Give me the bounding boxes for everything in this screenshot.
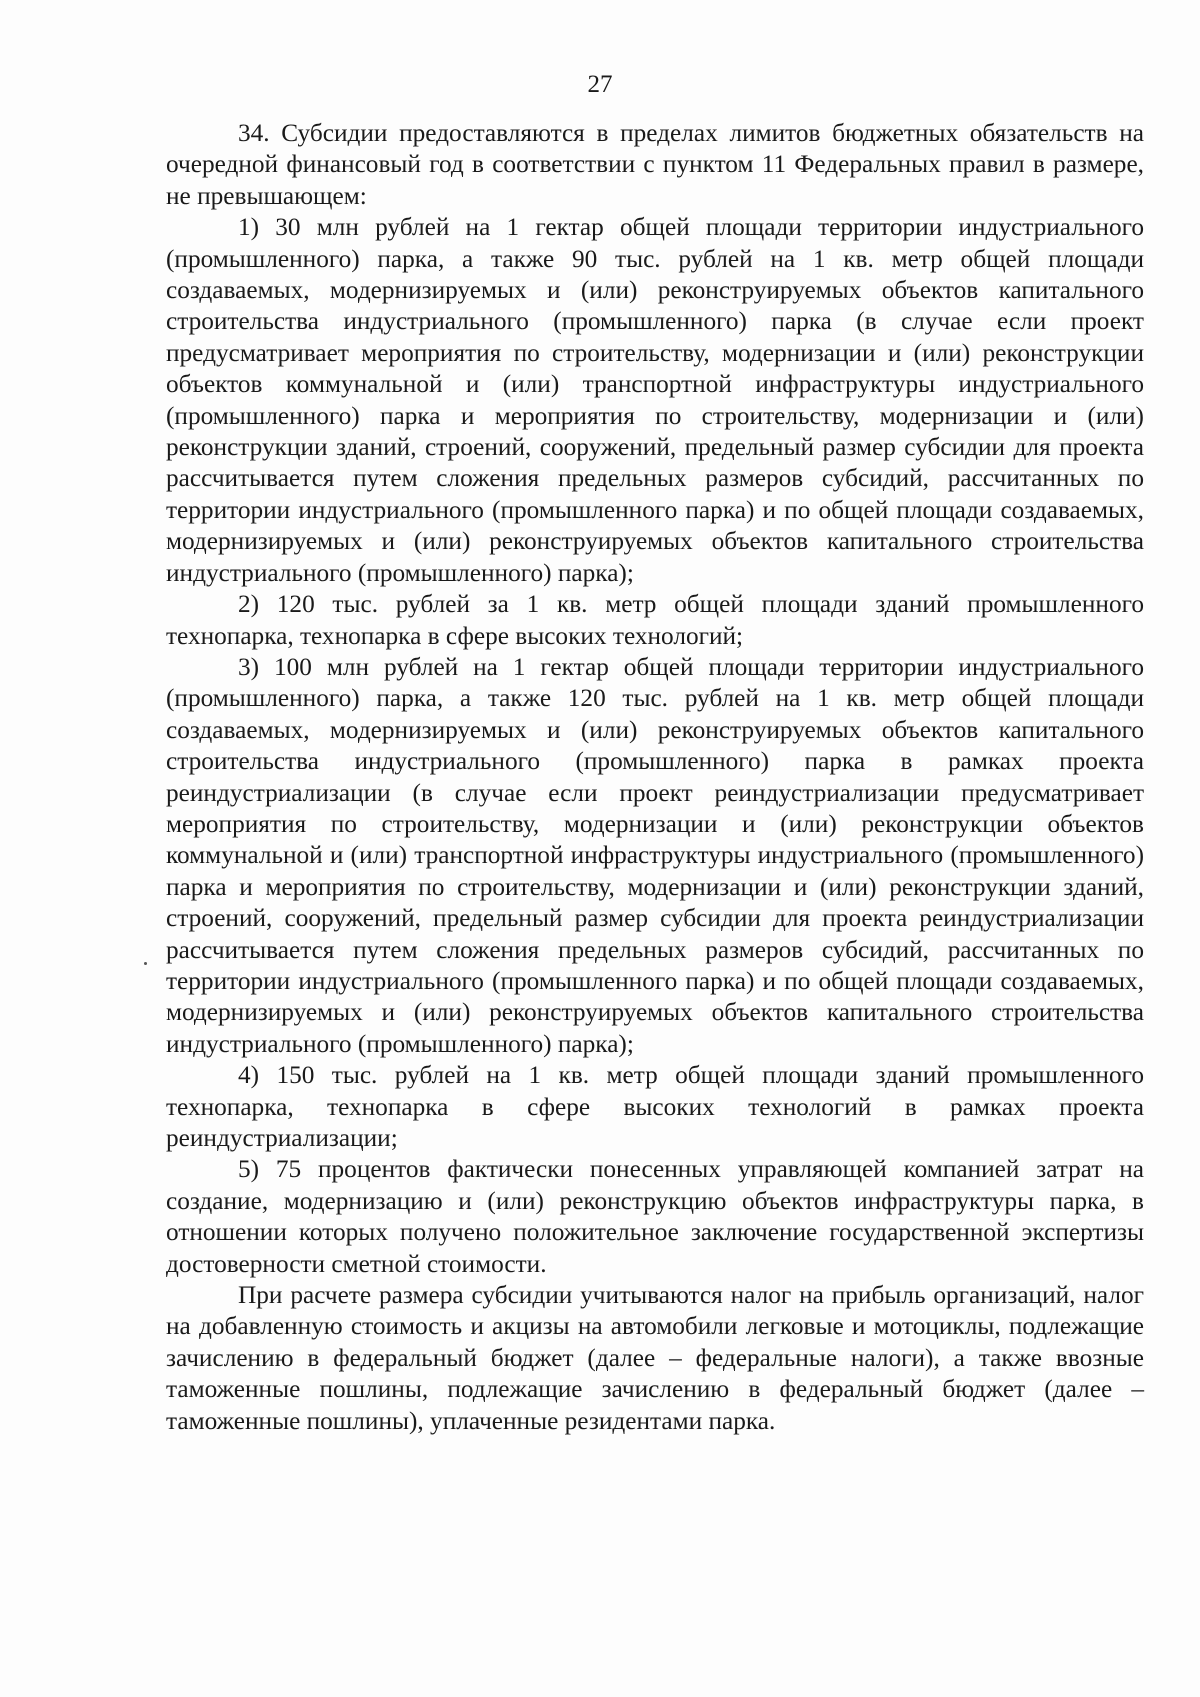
- scan-speck: [144, 962, 147, 965]
- paragraph-subitem-3: 3) 100 млн рублей на 1 гектар общей площади территории индустриального (промышленного) парка, а также 120 тыс. рублей на 1 кв. метр общей площади создаваемых, модернизируемых и (или) реконструируемых объектов капитального строительства индустриального (промышленного) парка в рамках проекта реиндустриализации (в случае если проект реиндустриализации предусматривает мероприятия по строительству, модернизации и (или) реконструкции объектов коммунальной и (или) транспортной инфраструктуры индустриального (промышленного) парка и мероприятия по строительству, модернизации и (или) реконструкции зданий, строений, сооружений, предельный размер субсидии для проекта реиндустриализации рассчитывается путем сложения предельных размеров субсидий, рассчитанных по территории индустриального (промышленного парка) и по общей площади создаваемых, модернизируемых и (или) реконструируемых объектов капитального строительства индустриального (промышленного) парка);: [166, 652, 1144, 1058]
- paragraph-subitem-4: 4) 150 тыс. рублей на 1 кв. метр общей площади зданий промышленного технопарка, технопарка в сфере высоких технологий в рамках проекта реиндустриализации;: [166, 1061, 1144, 1152]
- paragraph-subitem-2: 2) 120 тыс. рублей за 1 кв. метр общей площади зданий промышленного технопарка, технопарка в сфере высоких технологий;: [166, 590, 1144, 650]
- paragraph-item-34: 34. Субсидии предоставляются в пределах лимитов бюджетных обязательств на очередной финансовый год в соответствии с пунктом 11 Федеральных правил в размере, не превышающем:: [166, 119, 1144, 210]
- document-body: [166, 118, 1144, 1437]
- paragraph-calculation-note: При расчете размера субсидии учитываются налог на прибыль организаций, налог на добавленную стоимость и акцизы на автомобили легковые и мотоциклы, подлежащие зачислению в федеральный бюджет (далее – федеральные налоги), а также ввозные таможенные пошлины, подлежащие зачислению в федеральный бюджет (далее – таможенные пошлины), уплаченные резидентами парка.: [166, 1281, 1144, 1435]
- paragraph-subitem-1: 1) 30 млн рублей на 1 гектар общей площади территории индустриального (промышленного) парка, а также 90 тыс. рублей на 1 кв. метр общей площади создаваемых, модернизируемых и (или) реконструируемых объектов капитального строительства индустриального (промышленного) парка (в случае если проект предусматривает мероприятия по строительству, модернизации и (или) реконструкции объектов коммунальной и (или) транспортной инфраструктуры индустриального (промышленного) парка и мероприятия по строительству, модернизации и (или) реконструкции зданий, строений, сооружений, предельный размер субсидии для проекта рассчитывается путем сложения предельных размеров субсидий, рассчитанных по территории индустриального (промышленного парка) и по общей площади создаваемых, модернизируемых и (или) реконструируемых объектов капитального строительства индустриального (промышленного) парка);: [166, 213, 1144, 587]
- paragraph-subitem-5: 5) 75 процентов фактически понесенных управляющей компанией затрат на создание, модернизацию и (или) реконструкцию объектов инфраструктуры парка, в отношении которых получено положительное заключение государственной экспертизы достоверности сметной стоимости.: [166, 1155, 1144, 1278]
- page-number: 27: [587, 71, 613, 98]
